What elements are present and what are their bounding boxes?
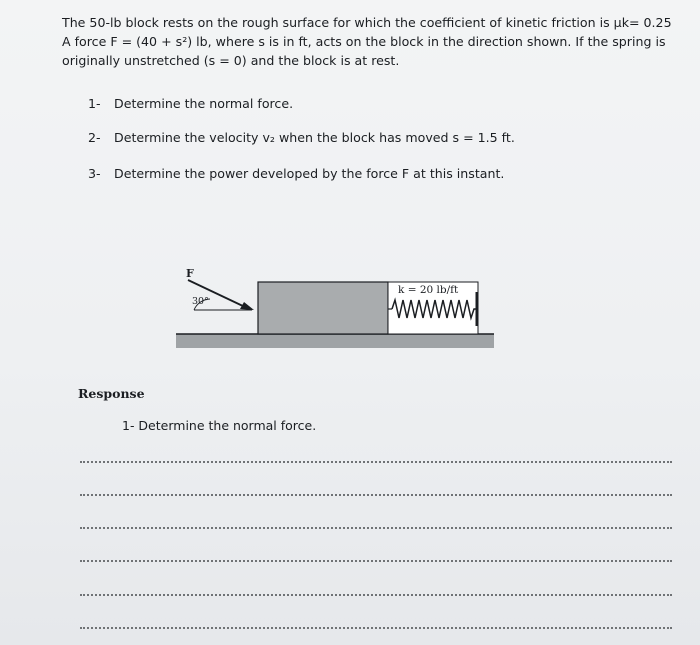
question-3 — [88, 166, 504, 181]
block-spring-figure — [170, 262, 500, 357]
response-question: 1- Determine the normal force. — [122, 418, 317, 433]
question-text: Determine the velocity v₂ when the block has moved s = 1.5 ft. — [114, 130, 515, 145]
spring-constant-label: k = 20 lb/ft — [398, 284, 459, 296]
answer-line[interactable] — [80, 461, 672, 463]
question-number: 2- — [88, 130, 101, 145]
answer-line[interactable] — [80, 627, 672, 629]
question-number: 3- — [88, 166, 101, 181]
answer-line[interactable] — [80, 494, 672, 496]
question-text: Determine the power developed by the force F at this instant. — [114, 166, 505, 181]
problem-line-1: The 50-lb block rests on the rough surface for which the coefficient of kinetic friction is μk= 0.25 — [62, 15, 672, 30]
question-2 — [88, 130, 515, 145]
problem-line-2: A force F = (40 + s²) lb, where s is in ft, acts on the block in the direction shown. If the spring is — [62, 34, 666, 49]
question-text: Determine the normal force. — [114, 96, 294, 111]
angle-label: 30° — [192, 296, 209, 307]
answer-line[interactable] — [80, 594, 672, 596]
force-label: F — [186, 267, 194, 280]
question-1 — [88, 96, 293, 111]
force-arrow-head — [240, 302, 254, 310]
rough-surface — [176, 334, 494, 348]
problem-line-3: originally unstretched (s = 0) and the block is at rest. — [62, 53, 400, 68]
question-number: 1- — [88, 96, 101, 111]
response-heading: Response — [78, 386, 145, 401]
answer-line[interactable] — [80, 560, 672, 562]
answer-line[interactable] — [80, 527, 672, 529]
block — [258, 282, 388, 334]
